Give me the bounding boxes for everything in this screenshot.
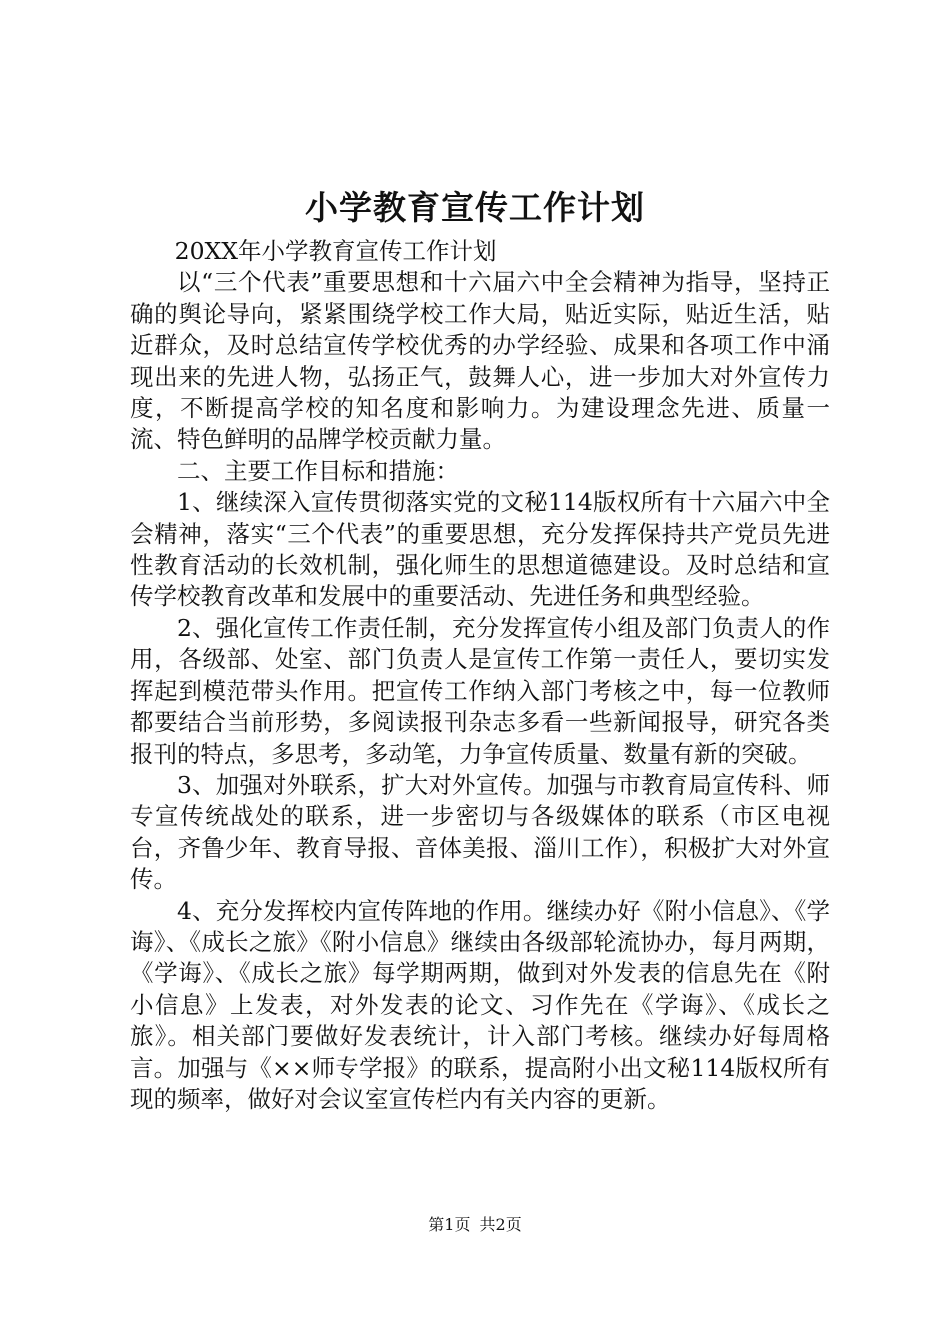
page-footer [0,1214,950,1236]
measure-paragraph-2: 2、强化宣传工作责任制，充分发挥宣传小组及部门负责人的作用，各级部、处室、部门负责人是宣传工作第一责任人，要切实发挥起到模范带头作用。把宣传工作纳入部门考核之中，每一位教师都要结合当前形势，多阅读报刊杂志多看一些新闻报导，研究各类报刊的特点，多思考，多动笔，力争宣传质量、数量有新的突破。 [130,613,830,768]
measure-paragraph-3: 3、加强对外联系，扩大对外宣传。加强与市教育局宣传科、师专宣传统战处的联系，进一步密切与各级媒体的联系（市区电视台，齐鲁少年、教育导报、音体美报、淄川工作），积极扩大对外宣传。 [130,770,830,894]
page-total: 共2页 [479,1215,522,1234]
measure-paragraph-4: 4、充分发挥校内宣传阵地的作用。继续办好《附小信息》、《学诲》、《成长之旅》《附小信息》继续由各级部轮流协办，每月两期，《学诲》、《成长之旅》每学期两期，做到对外发表的信息先在《附小信息》上发表，对外发表的论文、习作先在《学诲》、《成长之旅》。相关部门要做好发表统计，计入部门考核。继续办好每周格言。加强与《××师专学报》的联系，提高附小出文秘114版权所有现的频率，做好对会议室宣传栏内有关内容的更新。 [130,896,830,1113]
document-title: 小学教育宣传工作计划 [305,188,645,227]
document-body [130,236,830,1115]
intro-paragraph: 以“三个代表”重要思想和十六届六中全会精神为指导，坚持正确的舆论导向，紧紧围绕学校工作大局，贴近实际，贴近生活，贴近群众，及时总结宣传学校优秀的办学经验、成果和各项工作中涌现出来的先进人物，弘扬正气，鼓舞人心，进一步加大对外宣传力度，不断提高学校的知名度和影响力。为建设理念先进、质量一流、特色鲜明的品牌学校贡献力量。 [130,268,830,454]
page-number: 第1页 [428,1215,471,1234]
document-subtitle: 20XX年小学教育宣传工作计划 [174,237,497,265]
section-heading: 二、主要工作目标和措施： [177,456,459,485]
measure-paragraph-1: 1、继续深入宣传贯彻落实党的文秘114版权所有十六届六中全会精神，落实“三个代表”的重要思想，充分发挥保持共产党员先进性教育活动的长效机制，强化师生的思想道德建设。及时总结和宣传学校教育改革和发展中的重要活动、先进任务和典型经验。 [130,488,830,611]
